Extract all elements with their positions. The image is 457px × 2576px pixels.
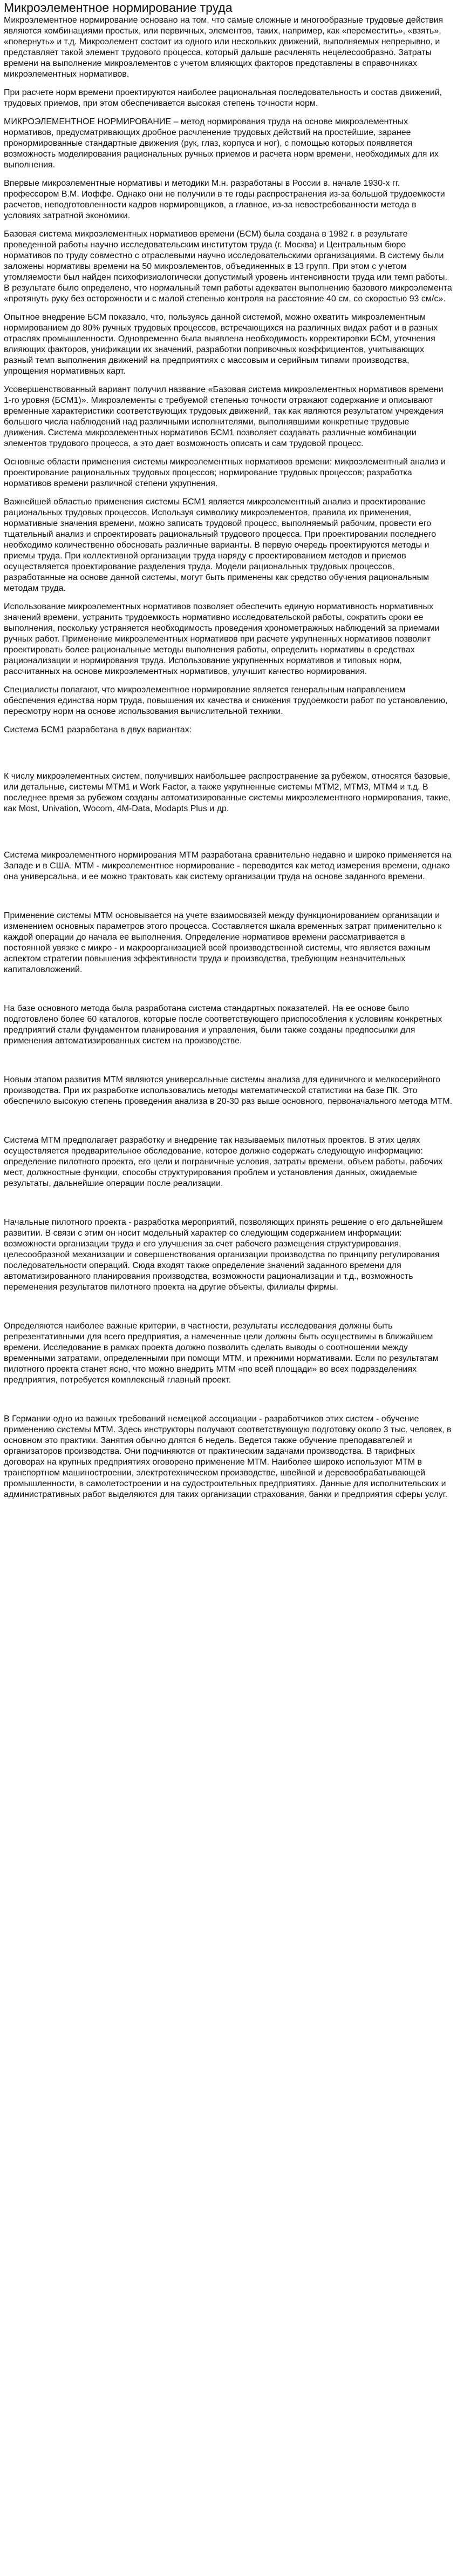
blank-gap <box>4 1393 453 1414</box>
paragraph: Начальные пилотного проекта - разработка мероприятий, позволяющих принять решение о его дальнейшем развитии. В связи с этим он носит модельный характер со следующим содержанием информации: возможности организации труда и его улучшения за счет рабочего размещения структурирования, целесообразной механизации и совершенствования организации производства по принципу регулирования последовательности операций. Сюда входят также определение значений заданного времени для автоматизированного планирования производства, возможности рационализации и т.д., возможность переменения результатов пилотного проекта на другие объекты, филиалы фирмы. <box>4 1218 443 1292</box>
paragraph: Опытное внедрение БСМ показало, что, пользуясь данной системой, можно охватить микроэлементным нормированием до 80% ручных трудовых процессов, встречающихся на различных видах работ и в разных отраслях промышленности. Одновременно была выявлена необходимость корректировки БСМ, уточнения влияющих факторов, унификации их значений, разработки попривочных коэффициентов, учитывающих разный темп выполнения движений на предприятиях с массовым и серийным типами производства, упрощения нормативных карт. <box>4 313 438 376</box>
paragraph: Применение системы МТМ основывается на учете взаимосвязей между функционированием организации и изменением основных параметров этого процесса. Составляется шкала временных затрат применительно к каждой операции до начала ее выполнения. Определение нормативов времени рассматривается в постоянной увязке с микро - и макроорганизацией всей производственной системы, что является важным аспектом стратегии повышения эффективности труда и производства, требующим незначительных капиталовложений. <box>4 911 442 974</box>
article-body <box>4 15 453 1500</box>
paragraph: Система микроэлементного нормирования МТМ разработана сравнительно недавно и широко применяется на Западе и в США. МТМ - микроэлементное нормирование - переводится как метод измерения времени, однако она универсальна, и ее можно трактовать как систему организации труда на основе заданного времени. <box>4 851 452 881</box>
paragraph: Определяются наиболее важные критерии, в частности, результаты исследования должны быть репрезентативными для всего предприятия, а намеченные цели должны быть осуществимы в ближайшем времени. Исследование в рамках проекта должно позволить сделать выводы о соотношении между временными затратами, определенными при помощи МТМ, и прежними нормативами. Если по результатам пилотного проекта станет ясно, что можно внедрить МТМ «по всей площади» во всех подразделениях предприятия, потребуется комплексный главный проект. <box>4 1321 439 1385</box>
paragraph: Новым этапом развития МТМ являются универсальные системы анализа для единичного и мелкосерийного производства. При их разработке использовались методы математической статистики на базе ПК. Это обеспечило высокую степень проведения анализа в 20-30 раз выше основного, первоначального метода МТМ. <box>4 1075 453 1106</box>
paragraph: Важнейшей областью применения системы БСМ1 является микроэлементный анализ и проектирование рациональных трудовых процессов. Используя символику микроэлементов, правила их применения, нормативные значения времени, можно записать трудовой процесс, выполняемый рабочим, провести его тщательный анализ и спроектировать рациональный трудового процесса. При проектировании последнего необходимо количественно обосновать различные варианты. В первую очередь проектируются методы и приемы труда. При коллективной организации труда наряду с проектированием методов и приемов осуществляется проектирование разделения труда. Модели рациональных трудовых процессов, разработанные на основе данной системы, могут быть применены как средство обучения рациональным методам труда. <box>4 497 436 593</box>
paragraph: На базе основного метода была разработана система стандартных показателей. На ее основе было подготовлено более 60 каталогов, которые после соответствующего приспособления к условиям конкретных предприятий стали фундаментом планирования и управления, были также созданы предпосылки для применения автоматизированных систем на производстве. <box>4 1004 442 1046</box>
blank-gap <box>4 1054 453 1075</box>
paragraph: МИКРОЭЛЕМЕНТНОЕ НОРМИРОВАНИЕ – метод нормирования труда на основе микроэлементных нормативов, предусматривающих дробное расчленение трудовых действий на простейшие, заранее пронормированные стандартные движения (рук, глаз, корпуса и ног), с помощью которых появляется возможность моделирования рациональных ручных приемов и расчета норм времени, необходимых для их выполнения. <box>4 117 439 170</box>
paragraph: Базовая система микроэлементных нормативов времени (БСМ) была создана в 1982 г. в результате проведенной работы научно исследовательским институтом труда (г. Москва) и Центральным бюро нормативов по труду совместно с отраслевыми научно исследовательскими организациями. В систему были заложены нормативы времени на 50 микроэлементов, объединенных в 13 групп. При этом с учетом утомляемости был найден психофизиологически допустимый уровень интенсивности труда или темп работы. В результате было определено, что нормальный темп работы адекватен выполнению базового микроэлемента «протянуть руку без осторожности и с малой степенью контроля на расстояние 40 см, со скоростью 93 см/с». <box>4 230 452 304</box>
blank-gap <box>4 1197 453 1217</box>
blank-gap <box>4 1115 453 1135</box>
paragraph: Основные области применения системы микроэлементных нормативов времени: микроэлементный анализ и проектирование рациональных трудовых процессов; нормирование трудовых процессов; разработка нормативов времени различной степени укрупнения. <box>4 457 446 488</box>
blank-gap <box>4 822 453 850</box>
paragraph: В Германии одно из важных требований немецкой ассоциации - разработчиков этих систем - обучение применению системы МТМ. Здесь инструкторы получают соответствующую подготовку около 3 тыс. человек, в основном это практики. Занятия обычно длятся 6 недель. Ведется также обучение преподавателей и организаторов производства. Они подчиняются от практическим задачами производства. В тарифных договорах на крупных предприятиях оговорено применение МТМ. Наиболее широко используют МТМ в транспортном машиностроении, электротехническом производстве, швейной и деревообрабатывающей промышленности, в самолетостроении и на судостроительных предприятиях. Данные для исполнительских и административных работ выделяются для таких организации страхования, банки и предприятия сферы услуг. <box>4 1414 452 1499</box>
paragraph: Система БСМ1 разработана в двух вариантах: <box>4 725 192 734</box>
blank-gap <box>4 743 453 771</box>
paragraph: Усовершенствованный вариант получил название «Базовая система микроэлементных нормативов времени 1-го уровня (БСМ1)». Микроэлементы с требуемой степенью точности отражают содержание и описывают временные характеристики соответствующих трудовых движений, так как являются результатом учреждения большого числа наблюдений над различными исполнителями, выполнявшими конкретные трудовые движения. Система микроэлементных нормативов БСМ1 позволяет создавать различные комбинации элементов трудового процесса, а это дает возможность описать и сам трудовой процесс. <box>4 385 444 448</box>
paragraph: Микроэлементное нормирование основано на том, что самые сложные и многообразные трудовые действия являются комбинациями простых, или первичных, элементов, таких, например, как «переместить», «взять», «повернуть» и т.д. Микроэлемент состоит из одного или нескольких движений, выполняемых непрерывно, и представляет такой элемент трудового процесса, который дальше расчленять нецелесообразно. Затраты времени на выполнение микроэлементов с учетом влияющих факторов представлены в справочниках микроэлементных нормативов. <box>4 16 444 79</box>
blank-gap <box>4 1300 453 1321</box>
article-title: Микроэлементное нормирование труда <box>4 1 233 15</box>
paragraph: Использование микроэлементных нормативов позволяет обеспечить единую нормативность нормативных значений времени, устранить трудоемкость нормативно исследовательской работы, сократить сроки ее выполнения, поскольку устраняется необходимость проведения хронометражных наблюдений за приемами ручных работ. Применение микроэлементных нормативов при расчете укрупненных нормативов позволит проектировать более рациональные методы выполнения работы, определить нормативы в средствах рационализации и нормирования труда. Использование укрупненных нормативов и типовых норм, рассчитанных на основе микроэлементных нормативов, улучшит качество нормирования. <box>4 602 440 676</box>
paragraph: Специалисты полагают, что микроэлементное нормирование является генеральным направлением обеспечения единства норм труда, повышения их качества и снижения трудоемкости работ по установлению, пересмотру норм на основе использования вычислительной техники. <box>4 685 448 716</box>
blank-gap <box>4 983 453 1003</box>
paragraph: К числу микроэлементных систем, получивших наибольшее распространение за рубежом, относятся базовые, или детальные, системы MTM1 и Work Factor, а также укрупненные системы MTM2, MTM3, MTM4 и т.д. В последнее время за рубежом созданы автоматизированные системы микроэлементного нормирования, такие, как Most, Univation, Wocom, 4M-Data, Modapts Plus и др. <box>4 772 451 813</box>
paragraph: При расчете норм времени проектируются наиболее рациональная последовательность и состав движений, трудовых приемов, при этом обеспечивается высокая степень точности норм. <box>4 88 442 108</box>
paragraph: Система МТМ предполагает разработку и внедрение так называемых пилотных проектов. В этих целях осуществляется предварительное обследование, которое должно содержать следующую информацию: определение пилотного проекта, его цели и пограничные условия, затраты времени, объем работы, рабочих мест, должностные функции, способы структурирования проблем и установления данных, ожидаемые результаты, дальнейшие операции после реализации. <box>4 1136 443 1188</box>
blank-gap <box>4 890 453 911</box>
paragraph: Впервые микроэлементные нормативы и методики М.н. разработаны в России в. начале 1930-х гг. профессором В.М. Иоффе. Однако они не получили в те годы распространения из-за большой трудоемкости расчетов, неподготовленности кадров нормировщиков, а главное, из-за невостребованности метода в условиях затратной экономики. <box>4 179 445 220</box>
